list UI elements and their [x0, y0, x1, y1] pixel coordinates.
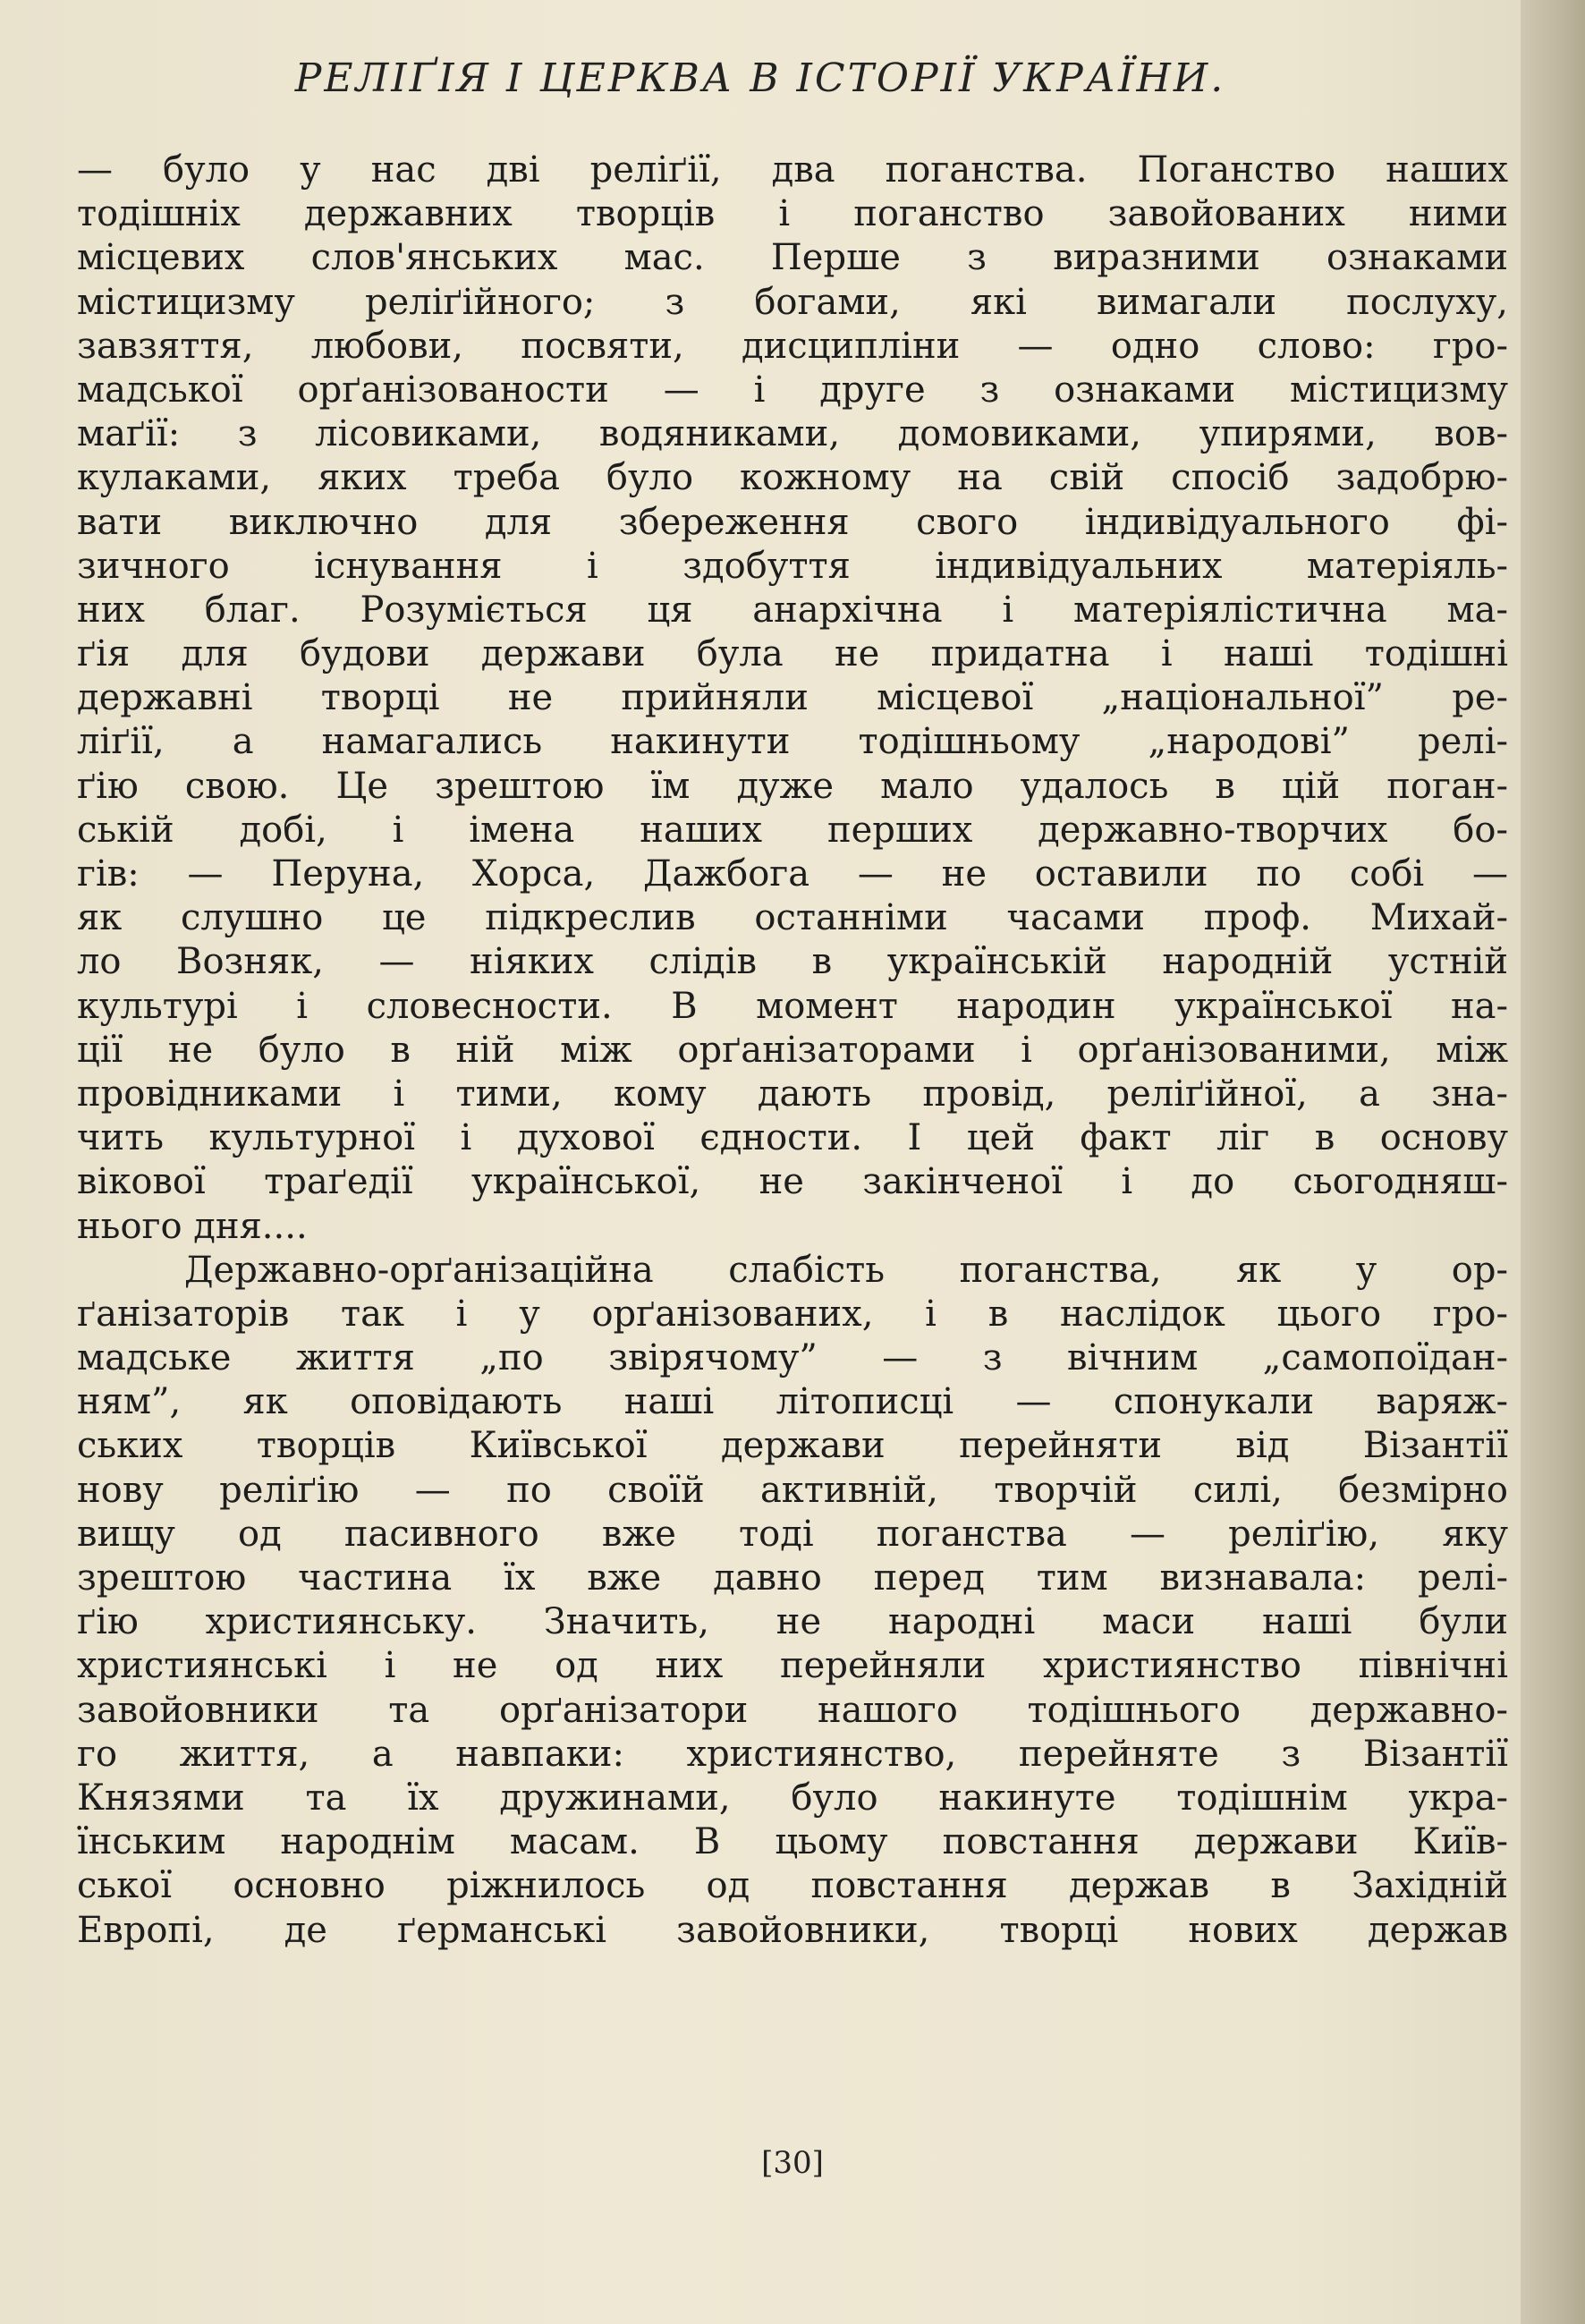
running-title: РЕЛІҐІЯ І ЦЕРКВА В ІСТОРІЇ УКРАЇНИ.	[294, 55, 1226, 101]
text-line: нову реліґію — по своїй активній, творчій силі, безмірно	[77, 1469, 1508, 1511]
text-line: ліґії, а намагались накинути тодішньому „народові” релі-	[77, 721, 1508, 763]
page-number: [30]	[761, 2145, 824, 2181]
text-line: Европі, де ґерманські завойовники, творці нових держав	[77, 1909, 1508, 1951]
text-line: вікової траґедії української, не закінченої і до сьогодняш-	[77, 1161, 1508, 1203]
text-line: провідниками і тими, кому дають провід, реліґійної, а зна-	[77, 1073, 1508, 1115]
text-line: зрештою частина їх вже давно перед тим визнавала: релі-	[77, 1557, 1508, 1599]
text-line: ській добі, і імена наших перших державно-творчих бо-	[77, 809, 1508, 851]
text-line: ських творців Київської держави перейняти від Візантії	[77, 1425, 1508, 1467]
text-line: них благ. Розуміється ця анархічна і матеріялістична ма-	[77, 589, 1508, 631]
book-gutter	[1521, 0, 1585, 2324]
text-line: ґанізаторів так і у орґанізованих, і в наслідок цього гро-	[77, 1293, 1508, 1335]
text-line: ської основно ріжнилось од повстання держав в Західній	[77, 1865, 1508, 1907]
text-line: ції не було в ній між орґанізаторами і орґанізованими, між	[77, 1029, 1508, 1071]
text-line: ґію християнську. Значить, не народні маси наші були	[77, 1601, 1508, 1643]
text-line: культурі і словесности. В момент народин української на-	[77, 985, 1508, 1027]
text-line: їнським народнім масам. В цьому повстання держави Київ-	[77, 1821, 1508, 1863]
text-line: Князями та їх дружинами, було накинуте тодішнім укра-	[77, 1777, 1508, 1819]
text-line: маґії: з лісовиками, водяниками, домовиками, упирями, вов-	[77, 413, 1508, 455]
text-line: Державно-орґанізаційна слабість поганства, як у ор-	[184, 1249, 1508, 1291]
text-line: гів: — Перуна, Хорса, Дажбога — не оставили по собі —	[77, 853, 1508, 895]
text-line: як слушно це підкреслив останніми часами проф. Михай-	[77, 897, 1508, 939]
text-line: ґія для будови держави була не придатна і наші тодішні	[77, 633, 1508, 675]
text-line: завзяття, любови, посвяти, дисципліни — одно слово: гро-	[77, 325, 1508, 367]
text-line: завойовники та орґанізатори нашого тодішнього державно-	[77, 1689, 1508, 1731]
body-text	[77, 148, 1508, 1953]
text-line: ло Возняк, — ніяких слідів в українській народній устній	[77, 941, 1508, 983]
text-line: ґію свою. Це зрештою їм дуже мало удалось в цій поган-	[77, 765, 1508, 807]
text-line: християнські і не од них перейняли християнство північні	[77, 1645, 1508, 1687]
text-line: зичного існування і здобуття індивідуальних матеріяль-	[77, 545, 1508, 587]
text-line: містицизму реліґійного; з богами, які вимагали послуху,	[77, 281, 1508, 323]
text-line: мадської орґанізованости — і друге з ознаками містицизму	[77, 369, 1508, 411]
text-line: державні творці не прийняли місцевої „національної” ре-	[77, 677, 1508, 719]
text-line: вати виключно для збереження свого індивідуального фі-	[77, 501, 1508, 543]
text-line: мадське життя „по звірячому” — з вічним „самопоїдан-	[77, 1337, 1508, 1379]
text-line: місцевих слов'янських мас. Перше з виразними ознаками	[77, 237, 1508, 279]
text-line: вищу од пасивного вже тоді поганства — реліґію, яку	[77, 1513, 1508, 1555]
text-line: — було у нас дві реліґії, два поганства. Поганство наших	[77, 149, 1508, 191]
text-line: ням”, як оповідають наші літописці — спонукали варяж-	[77, 1381, 1508, 1423]
text-line: кулаками, яких треба було кожному на свій спосіб задобрю-	[77, 457, 1508, 499]
text-line: го життя, а навпаки: християнство, перейняте з Візантії	[77, 1733, 1508, 1775]
text-line: тодішніх державних творців і поганство завойованих ними	[77, 193, 1508, 235]
text-line: нього дня....	[77, 1205, 308, 1247]
text-line: чить культурної і духової єдности. І цей факт ліг в основу	[77, 1117, 1508, 1159]
